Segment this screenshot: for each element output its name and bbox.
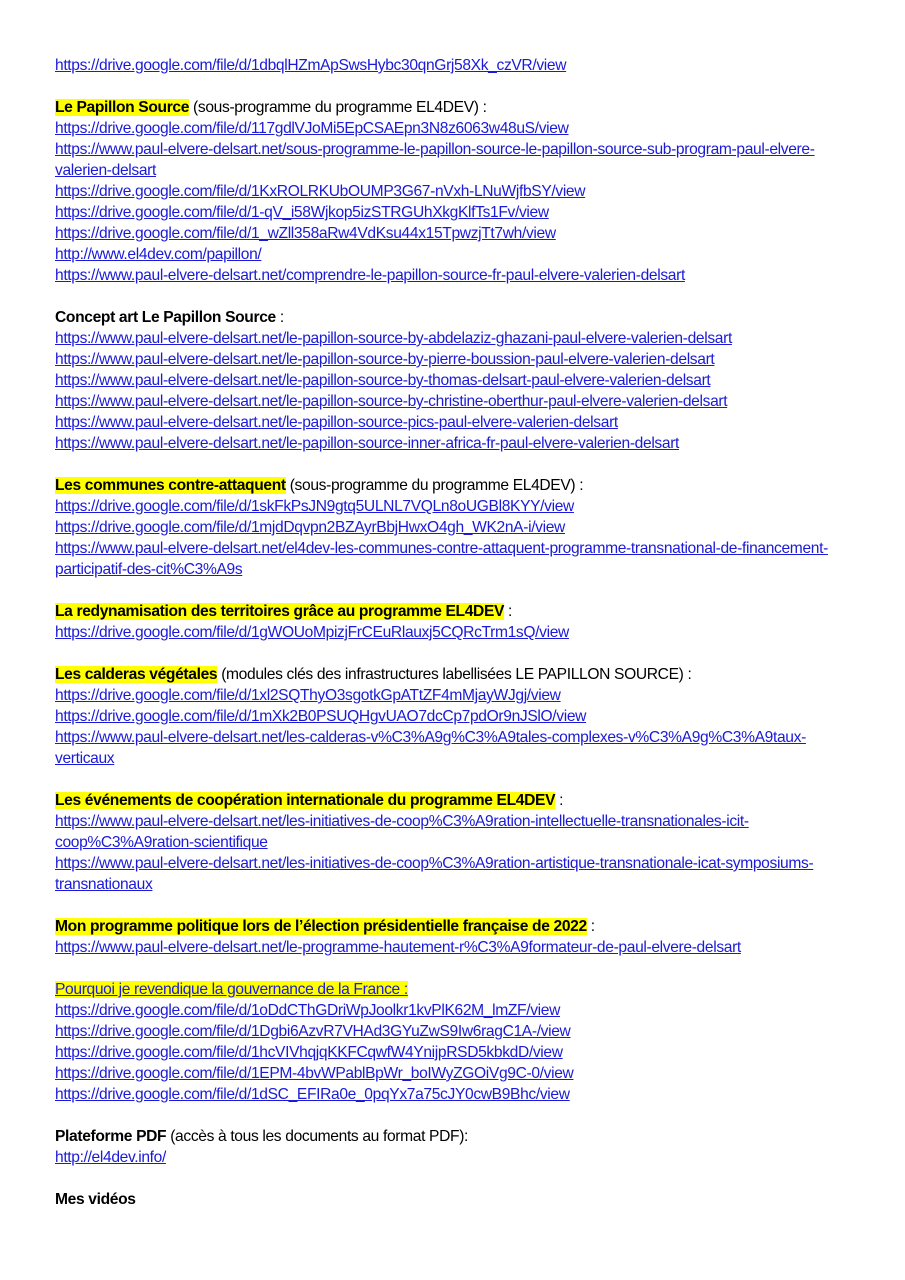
heading-title: Les communes contre-attaquent bbox=[55, 477, 286, 494]
heading-link[interactable]: Pourquoi je revendique la gouvernance de la France : bbox=[55, 981, 408, 998]
heading-title: Plateforme PDF bbox=[55, 1128, 167, 1145]
drive-link[interactable]: https://drive.google.com/file/d/1oDdCThGDriWpJoolkr1kvPlK62M_lmZF/view bbox=[55, 1002, 561, 1019]
heading-title: Les calderas végétales bbox=[55, 666, 218, 683]
website-link[interactable]: https://www.paul-elvere-delsart.net/le-papillon-source-by-thomas-delsart-paul-elvere-valerien-delsart bbox=[55, 372, 711, 389]
drive-link[interactable]: https://drive.google.com/file/d/1gWOUoMpizjFrCEuRlauxj5CQRcTrm1sQ/view bbox=[55, 624, 569, 641]
drive-link[interactable]: https://drive.google.com/file/d/1EPM-4bvWPablBpWr_boIWyZGOiVg9C-0/view bbox=[55, 1065, 574, 1082]
drive-link[interactable]: https://drive.google.com/file/d/1Dgbi6AzvR7VHAd3GYuZwS9Iw6ragC1A-/view bbox=[55, 1023, 571, 1040]
website-link[interactable]: https://www.paul-elvere-delsart.net/sous-programme-le-papillon-source-le-papillon-source-sub-program-paul-elvere- bbox=[55, 141, 815, 158]
pdf-platform-link[interactable]: http://el4dev.info/ bbox=[55, 1149, 166, 1166]
website-link[interactable]: https://www.paul-elvere-delsart.net/el4dev-les-communes-contre-attaquent-programme-transnational-de-financement- bbox=[55, 540, 828, 557]
heading-title: Mon programme politique lors de l’élection présidentielle française de 2022 bbox=[55, 918, 587, 935]
website-link[interactable]: https://www.paul-elvere-delsart.net/les-calderas-v%C3%A9g%C3%A9tales-complexes-v%C3%A9g%C3%A9taux- bbox=[55, 729, 806, 746]
heading-desc: (sous-programme du programme EL4DEV) : bbox=[189, 99, 487, 116]
section-heading-concept-art bbox=[55, 307, 855, 328]
heading-title: Le Papillon Source bbox=[55, 99, 190, 116]
website-link[interactable]: https://www.paul-elvere-delsart.net/les-initiatives-de-coop%C3%A9ration-intellectuelle-transnationales-icit- bbox=[55, 813, 749, 830]
website-link[interactable]: https://www.paul-elvere-delsart.net/le-programme-hautement-r%C3%A9formateur-de-paul-elvere-delsart bbox=[55, 939, 741, 956]
drive-link[interactable]: https://drive.google.com/file/d/1mXk2B0PSUQHgvUAO7dcCp7pdOr9nJSlO/view bbox=[55, 708, 587, 725]
drive-link[interactable]: https://drive.google.com/file/d/1mjdDqvpn2BZAyrBbjHwxO4gh_WK2nA-i/view bbox=[55, 519, 565, 536]
heading-desc: : bbox=[586, 918, 595, 935]
section-heading-calderas bbox=[55, 664, 855, 685]
heading-desc: : bbox=[504, 603, 513, 620]
section-heading-gouvernance bbox=[55, 979, 855, 1000]
heading-desc: (sous-programme du programme EL4DEV) : bbox=[285, 477, 584, 494]
website-link[interactable]: https://www.paul-elvere-delsart.net/le-papillon-source-by-abdelaziz-ghazani-paul-elvere-valerien-delsart bbox=[55, 330, 732, 347]
heading-title: Les événements de coopération internationale du programme EL4DEV bbox=[55, 792, 556, 809]
website-link[interactable]: https://www.paul-elvere-delsart.net/le-papillon-source-by-pierre-boussion-paul-elvere-valerien-delsart bbox=[55, 351, 715, 368]
drive-link[interactable]: https://drive.google.com/file/d/1_wZll358aRw4VdKsu44x15TpwzjTt7wh/view bbox=[55, 225, 556, 242]
website-link-continued[interactable]: transnationaux bbox=[55, 876, 153, 893]
heading-desc: : bbox=[275, 309, 284, 326]
document-page bbox=[55, 55, 855, 1210]
el4dev-link[interactable]: http://www.el4dev.com/papillon/ bbox=[55, 246, 262, 263]
drive-link[interactable]: https://drive.google.com/file/d/1dSC_EFIRa0e_0pqYx7a75cJY0cwB9Bhc/view bbox=[55, 1086, 570, 1103]
section-heading-evenements bbox=[55, 790, 855, 811]
heading-title: La redynamisation des territoires grâce au programme EL4DEV bbox=[55, 603, 505, 620]
website-link[interactable]: https://www.paul-elvere-delsart.net/comprendre-le-papillon-source-fr-paul-elvere-valerien-delsart bbox=[55, 267, 685, 284]
website-link[interactable]: https://www.paul-elvere-delsart.net/le-papillon-source-pics-paul-elvere-valerien-delsart bbox=[55, 414, 618, 431]
section-heading-papillon bbox=[55, 97, 855, 118]
drive-link[interactable]: https://drive.google.com/file/d/1dbqlHZmApSwsHybc30qnGrj58Xk_czVR/view bbox=[55, 57, 567, 74]
website-link[interactable]: https://www.paul-elvere-delsart.net/le-papillon-source-inner-africa-fr-paul-elvere-valerien-delsart bbox=[55, 435, 680, 452]
website-link[interactable]: https://www.paul-elvere-delsart.net/les-initiatives-de-coop%C3%A9ration-artistique-transnationale-icat-symposiums- bbox=[55, 855, 814, 872]
heading-desc: (accès à tous les documents au format PDF): bbox=[166, 1128, 469, 1145]
drive-link[interactable]: https://drive.google.com/file/d/1-qV_i58Wjkop5izSTRGUhXkgKlfTs1Fv/view bbox=[55, 204, 549, 221]
section-heading-communes bbox=[55, 475, 855, 496]
website-link-continued[interactable]: coop%C3%A9ration-scientifique bbox=[55, 834, 268, 851]
website-link-continued[interactable]: participatif-des-cit%C3%A9s bbox=[55, 561, 243, 578]
section-heading-programme bbox=[55, 916, 855, 937]
drive-link[interactable]: https://drive.google.com/file/d/1KxROLRKUbOUMP3G67-nVxh-LNuWjfbSY/view bbox=[55, 183, 586, 200]
heading-title: Concept art Le Papillon Source bbox=[55, 309, 276, 326]
drive-link[interactable]: https://drive.google.com/file/d/1hcVIVhqjqKKFCqwfW4YnijpRSD5kbkdD/view bbox=[55, 1044, 563, 1061]
website-link-continued[interactable]: valerien-delsart bbox=[55, 162, 157, 179]
website-link[interactable]: https://www.paul-elvere-delsart.net/le-papillon-source-by-christine-oberthur-paul-elvere-valerien-delsart bbox=[55, 393, 728, 410]
heading-desc: : bbox=[555, 792, 564, 809]
drive-link[interactable]: https://drive.google.com/file/d/117gdlVJoMi5EpCSAEpn3N8z6063w48uS/view bbox=[55, 120, 569, 137]
section-heading-pdf bbox=[55, 1126, 855, 1147]
heading-desc: (modules clés des infrastructures labellisées LE PAPILLON SOURCE) : bbox=[217, 666, 692, 683]
drive-link[interactable]: https://drive.google.com/file/d/1xl2SQThyO3sgotkGpATtZF4mMjayWJgj/view bbox=[55, 687, 561, 704]
website-link-continued[interactable]: verticaux bbox=[55, 750, 115, 767]
section-heading-redynamisation bbox=[55, 601, 855, 622]
drive-link[interactable]: https://drive.google.com/file/d/1skFkPsJN9gtq5ULNL7VQLn8oUGBl8KYY/view bbox=[55, 498, 574, 515]
section-heading-videos: Mes vidéos bbox=[55, 1191, 136, 1208]
